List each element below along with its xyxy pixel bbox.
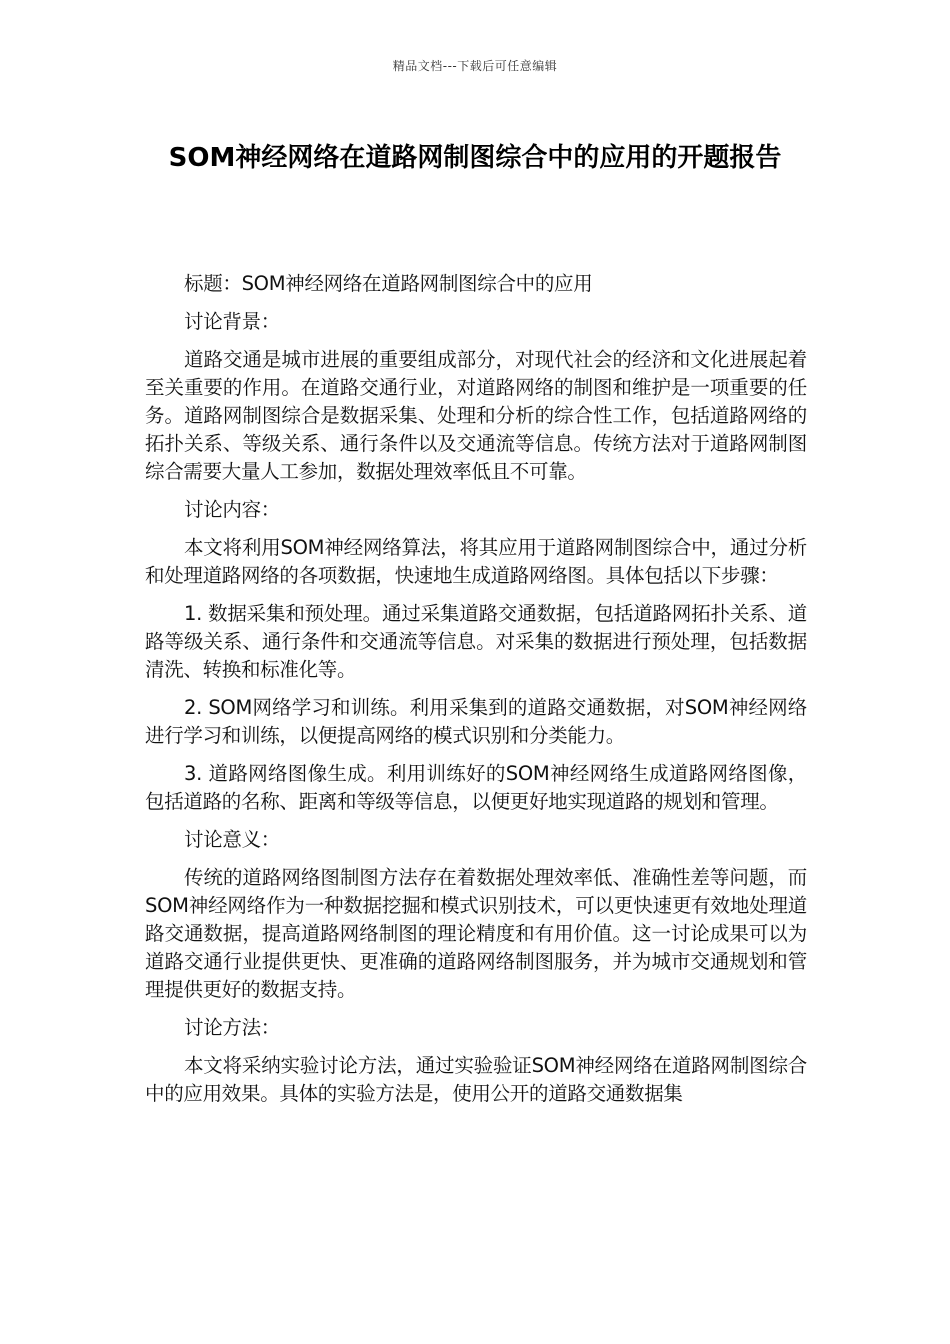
paragraph-step-2: 2. SOM网络学习和训练。利用采集到的道路交通数据，对SOM神经网络进行学习和训练，以便提高网络的模式识别和分类能力。 bbox=[145, 696, 807, 747]
heading-background: 讨论背景： bbox=[184, 310, 281, 333]
heading-method: 讨论方法： bbox=[184, 1016, 281, 1039]
document-body bbox=[145, 270, 807, 1118]
paragraph-step-1: 1. 数据采集和预处理。通过采集道路交通数据，包括道路网拓扑关系、道路等级关系、通行条件和交通流等信息。对采集的数据进行预处理，包括数据清洗、转换和标准化等。 bbox=[145, 602, 807, 681]
paragraph-method: 本文将采纳实验讨论方法，通过实验验证SOM神经网络在道路网制图综合中的应用效果。具体的实验方法是，使用公开的道路交通数据集 bbox=[145, 1054, 807, 1105]
paragraph-background: 道路交通是城市进展的重要组成部分，对现代社会的经济和文化进展起着至关重要的作用。在道路交通行业，对道路网络的制图和维护是一项重要的任务。道路网制图综合是数据采集、处理和分析的综合性工作，包括道路网络的拓扑关系、等级关系、通行条件以及交通流等信息。传统方法对于道路网制图综合需要大量人工参加，数据处理效率低且不可靠。 bbox=[145, 348, 807, 483]
paragraph-significance: 传统的道路网络图制图方法存在着数据处理效率低、准确性差等问题，而SOM神经网络作为一种数据挖掘和模式识别技术，可以更快速更有效地处理道路交通数据，提高道路网络制图的理论精度和有用价值。这一讨论成果可以为道路交通行业提供更快、更准确的道路网络制图服务，并为城市交通规划和管理提供更好的数据支持。 bbox=[145, 866, 807, 1001]
document-title: SOM神经网络在道路网制图综合中的应用的开题报告 bbox=[168, 143, 782, 173]
page-header-note: 精品文档---下载后可任意编辑 bbox=[392, 59, 558, 73]
paragraph-step-3: 3. 道路网络图像生成。利用训练好的SOM神经网络生成道路网络图像，包括道路的名称、距离和等级等信息，以便更好地实现道路的规划和管理。 bbox=[145, 762, 807, 813]
paragraph-topic: 标题：SOM神经网络在道路网制图综合中的应用 bbox=[184, 272, 593, 295]
paragraph-content: 本文将利用SOM神经网络算法，将其应用于道路网制图综合中，通过分析和处理道路网络的各项数据，快速地生成道路网络图。具体包括以下步骤： bbox=[145, 536, 807, 587]
heading-content: 讨论内容： bbox=[184, 498, 281, 521]
heading-significance: 讨论意义： bbox=[184, 828, 281, 851]
